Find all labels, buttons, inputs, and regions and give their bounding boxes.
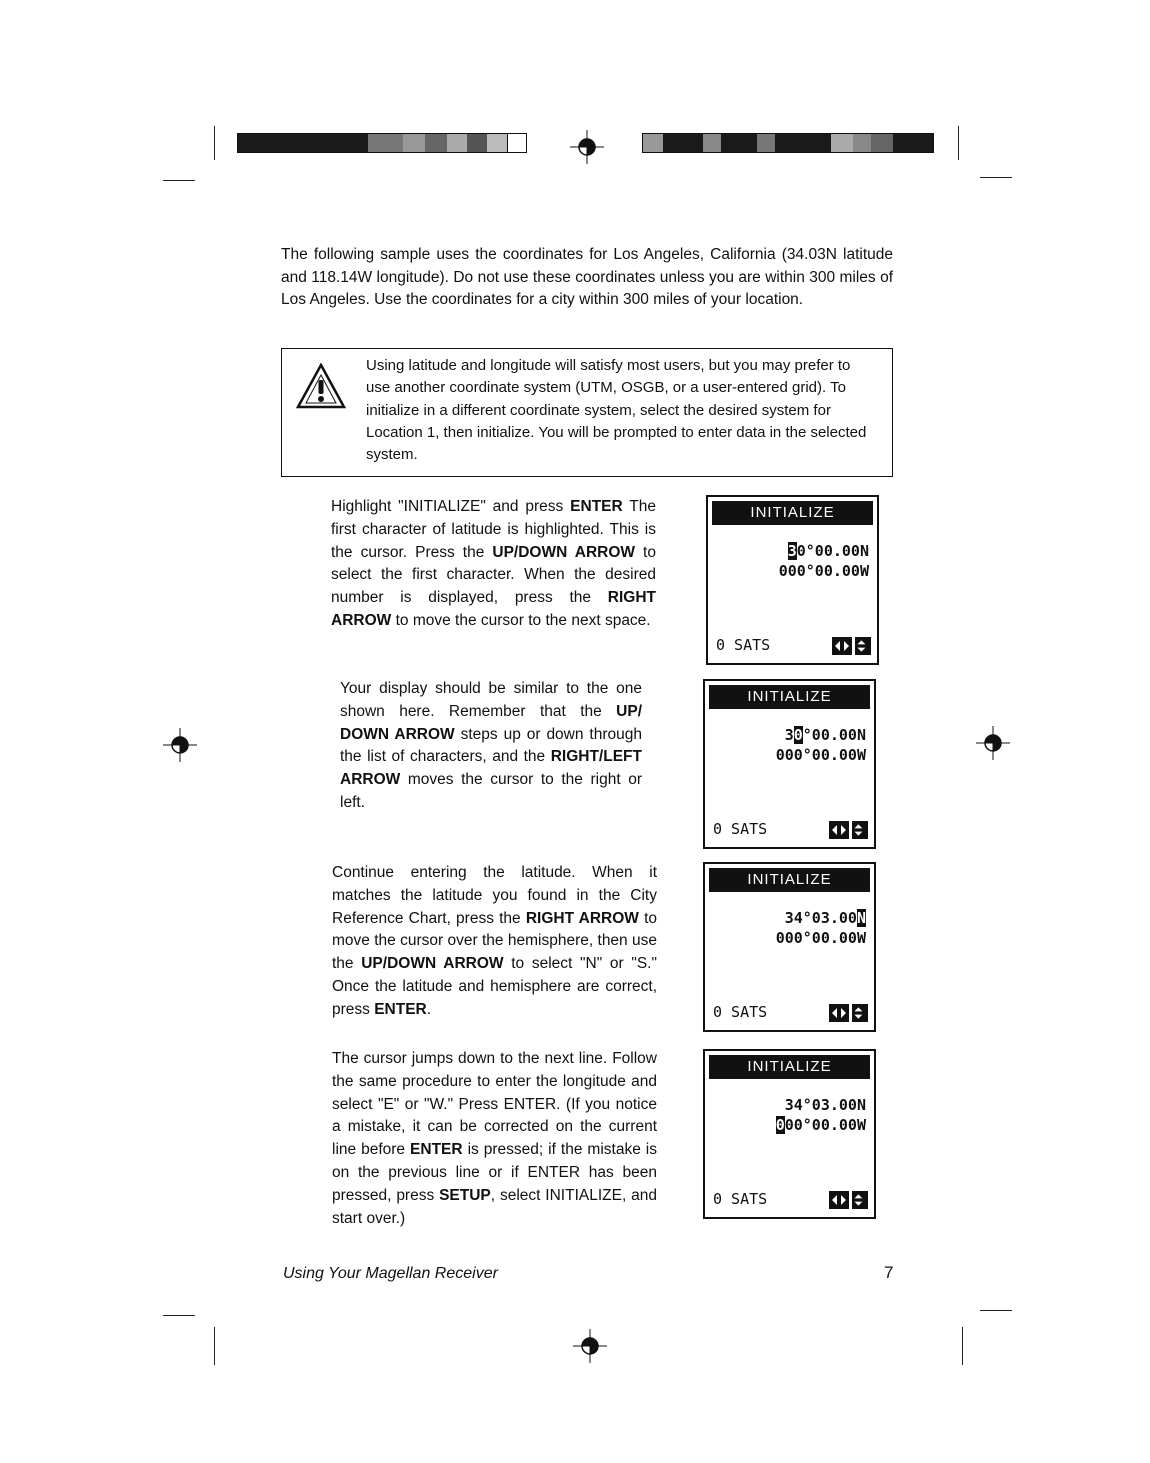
readout-text: 34°03.00N [784,1096,866,1114]
step-text-run: to select the first character. When the desired number is displayed, press the [331,543,656,607]
lcd-screen [703,862,876,1032]
key-name: RIGHT/LEFT ARROW [340,748,642,789]
arrow-keys [829,1004,868,1022]
up-down-arrow-icon [852,1191,868,1209]
cursor-character: 3 [787,542,797,560]
up-down-arrow-icon [855,637,871,655]
lcd-screen [706,495,879,665]
up-down-arrow-icon [852,821,868,839]
lcd-title: INITIALIZE [709,868,870,892]
step-4-text [332,1048,657,1230]
readout-text: 000°00.00W [775,929,866,947]
note-box [281,348,893,477]
readout-text: 000°00.00W [778,562,869,580]
latitude-readout [785,908,866,928]
warning-triangle-icon [296,363,346,409]
crop-mark [214,126,215,160]
up-down-arrow-icon [852,1004,868,1022]
page-number: 7 [884,1263,894,1282]
arrow-keys [829,1191,868,1209]
satellite-count: 0 SATS [713,1003,768,1021]
step-text-run: The cursor jumps down to the next line. Follow the same procedure to enter the longitude and select "E" or "W." Press ENTER. (If you notice a mistake, it can be corrected on the current line before [332,1050,657,1159]
lcd-screen [703,679,876,849]
step-text-run: . [426,1000,432,1018]
step-text-run: steps up or down through the list of characters, and the [340,725,642,766]
cursor-character: 0 [793,726,803,744]
calibration-bar-right [642,133,934,153]
key-name: ENTER [374,1000,427,1018]
footer-title: Using Your Magellan Receiver [283,1265,498,1282]
key-name: ENTER [570,498,623,515]
key-name: RIGHT ARROW [525,909,639,927]
step-text-run: to select "N" or "S." Once the latitude and hemisphere are correct, press [332,955,657,1018]
satellite-count: 0 SATS [713,1190,768,1208]
arrow-keys [829,821,868,839]
intro-paragraph: The following sample uses the coordinates for Los Angeles, California (34.03N latitude and 118.14W longitude). Do not use these coordinates unless you are within 300 miles of Los Angeles. Use the coordinates for a city within 300 miles of your location. [281,246,893,308]
step-text-run: Continue entering the latitude. When it matches the latitude you found in the City Reference Chart, press the [332,864,657,927]
step-text-run: moves the cursor to the right or left. [340,771,642,811]
lcd-title: INITIALIZE [709,685,870,709]
step-text-run: Highlight "INITIALIZE" and press [331,498,571,515]
step-1-text [331,496,656,633]
crop-mark [962,1327,963,1365]
crop-mark [980,177,1012,178]
readout-text: °00.00N [802,726,866,744]
lcd-title: INITIALIZE [712,501,873,525]
latitude-readout [785,725,866,745]
left-right-arrow-icon [829,1191,849,1209]
latitude-readout [785,1095,866,1115]
latitude-readout [788,541,869,561]
crop-mark [163,1315,195,1316]
key-name: ENTER [410,1141,463,1159]
step-text-run: is pressed; if the mistake is on the previous line or if ENTER has been pressed, press [332,1141,657,1204]
step-text-run: , select INITIALIZE, and start over.) [332,1186,657,1227]
lcd-title: INITIALIZE [709,1055,870,1079]
step-text-run: to move the cursor over the hemisphere, then use the [332,909,657,973]
step-3-text [332,862,657,1022]
arrow-keys [832,637,871,655]
key-name: UP/ DOWN ARROW [340,702,642,743]
key-name: SETUP [439,1186,491,1204]
step-text-run: Your display should be similar to the one shown here. Remember that the [340,680,642,720]
cursor-character: N [856,909,866,927]
readout-text: 00°00.00W [784,1116,866,1134]
step-text-run: The first character of latitude is highlighted. This is the cursor. Press the [331,498,656,561]
satellite-count: 0 SATS [716,636,771,654]
crop-mark [163,180,195,181]
registration-mark-icon [570,130,604,164]
longitude-readout [779,561,869,581]
key-name: RIGHT ARROW [331,589,656,629]
readout-text: 000°00.00W [775,746,866,764]
longitude-readout [776,928,866,948]
readout-text: 3 [784,726,794,744]
note-text: Using latitude and longitude will satisfy most users, but you may prefer to use another coordinate system (UTM, OSGB, or a user-entered grid). To initialize in a different coordinate system, select the desired system for Location 1, then initialize. You will be prompted to enter data in the selected system. [366,357,867,464]
readout-text: 0°00.00N [796,542,869,560]
left-right-arrow-icon [832,637,852,655]
step-2-text [340,678,642,815]
registration-mark-icon [163,728,197,762]
step-text-run: to move the cursor to the next space. [391,611,651,629]
lcd-screen [703,1049,876,1219]
satellite-count: 0 SATS [713,820,768,838]
readout-text: 34°03.00 [784,909,857,927]
longitude-readout [776,1115,866,1135]
key-name: UP/DOWN ARROW [492,543,636,561]
longitude-readout [776,745,866,765]
cursor-character: 0 [775,1116,785,1134]
crop-mark [980,1310,1012,1311]
crop-mark [214,1327,215,1365]
key-name: UP/DOWN ARROW [361,955,504,973]
calibration-bar-left [237,133,527,153]
left-right-arrow-icon [829,1004,849,1022]
registration-mark-icon [976,726,1010,760]
registration-mark-icon [573,1329,607,1363]
left-right-arrow-icon [829,821,849,839]
crop-mark [958,126,959,160]
